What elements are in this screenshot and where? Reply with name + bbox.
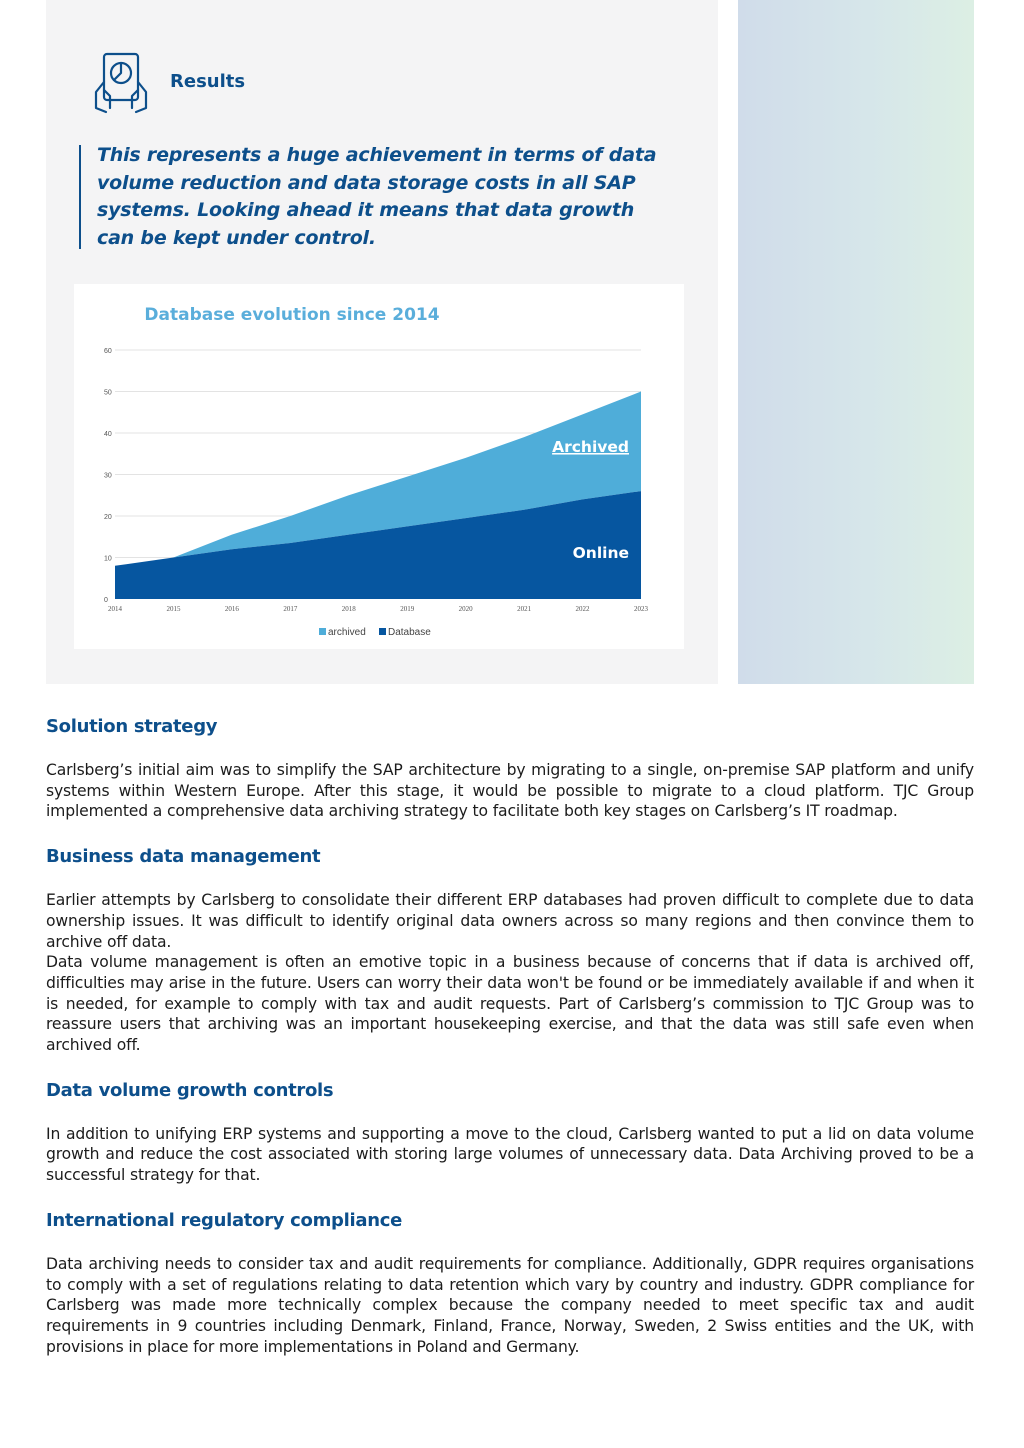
section-heading-business-data-management: Business data management [46,846,321,868]
results-quote: This represents a huge achievement in terms of data volume reduction and data storage costs in all SAP systems. Looking ahead it means that data growth can be kept under control. [97,144,657,249]
section-paragraph: Earlier attempts by Carlsberg to consolidate their different ERP databases had proven difficult to complete due to data ownership issues. It was difficult to identify original data owners across so many regions and then convince them to archive off data. [46,891,974,951]
decorative-gradient-panel [738,0,974,684]
legend-label-database: Database [388,627,431,638]
x-tick-label: 2015 [166,605,181,613]
x-tick-label: 2017 [283,605,298,613]
results-title: Results [170,71,246,92]
y-tick-label: 40 [104,431,112,438]
x-tick-label: 2023 [634,605,648,613]
section-heading-data-volume-growth-controls: Data volume growth controls [46,1079,334,1101]
y-tick-label: 0 [104,597,108,604]
annotation-online: Online [572,544,629,562]
y-tick-label: 20 [104,514,112,521]
y-tick-label: 60 [104,348,112,355]
section-paragraph: In addition to unifying ERP systems and supporting a move to the cloud, Carlsberg wanted to put a lid on data volume growth and reduce the cost associated with storing large volumes of unnecessary data. Data Archiving proved to be a successful strategy for that. [46,1124,974,1185]
section-paragraph: Data volume management is often an emotive topic in a business because of concerns that if data is archived off, difficulties may arise in the future. Users can worry their data won't be found or be immediately available if and when it is needed, for example to comply with tax and audit requests. Part of Carlsberg’s commission to TJC Group was to reassure users that archiving was an important housekeeping exercise, and that the data was still safe even when archived off. [46,953,974,1055]
x-tick-label: 2022 [575,605,590,613]
quote-bar [79,145,81,249]
x-tick-label: 2018 [341,605,356,613]
results-panel [46,0,718,684]
annotation-archived: Archived [552,438,629,456]
section-heading-international-regulatory-compliance: International regulatory compliance [46,1209,403,1231]
tablet-chart-icon [92,52,154,114]
legend-label-archived: archived [328,627,366,638]
database-evolution-chart [74,284,684,649]
y-tick-label: 10 [104,555,112,563]
x-tick-label: 2014 [108,605,122,613]
y-tick-label: 50 [104,389,112,397]
x-tick-label: 2016 [224,605,239,613]
legend-swatch-database [379,628,386,635]
x-tick-label: 2019 [400,605,415,613]
section-paragraph: Carlsberg’s initial aim was to simplify the SAP architecture by migrating to a single, on-premise SAP platform and unify systems within Western Europe. After this stage, it would be possible to migrate to a cloud platform. TJC Group implemented a comprehensive data archiving strategy to facilitate both key stages on Carlsberg’s IT roadmap. [46,761,974,821]
main-content [46,714,974,1379]
section-heading-solution-strategy: Solution strategy [46,716,218,737]
section-paragraph: Data archiving needs to consider tax and audit requirements for compliance. Additionally, GDPR requires organisations to comply with a set of regulations relating to data retention which vary by country and industry. GDPR compliance for Carlsberg was made more technically complex because the company needed to meet specific tax and audit requirements in 9 countries including Denmark, Finland, France, Norway, Sweden, 2 Swiss entities and the UK, with provisions in place for more implementations in Poland and Germany. [46,1254,974,1356]
chart-title: Database evolution since 2014 [144,305,440,325]
x-tick-label: 2020 [458,605,473,613]
legend-swatch-archived [319,628,326,635]
chart-svg [74,284,684,649]
y-tick-label: 30 [104,472,112,480]
x-tick-label: 2021 [517,605,532,613]
